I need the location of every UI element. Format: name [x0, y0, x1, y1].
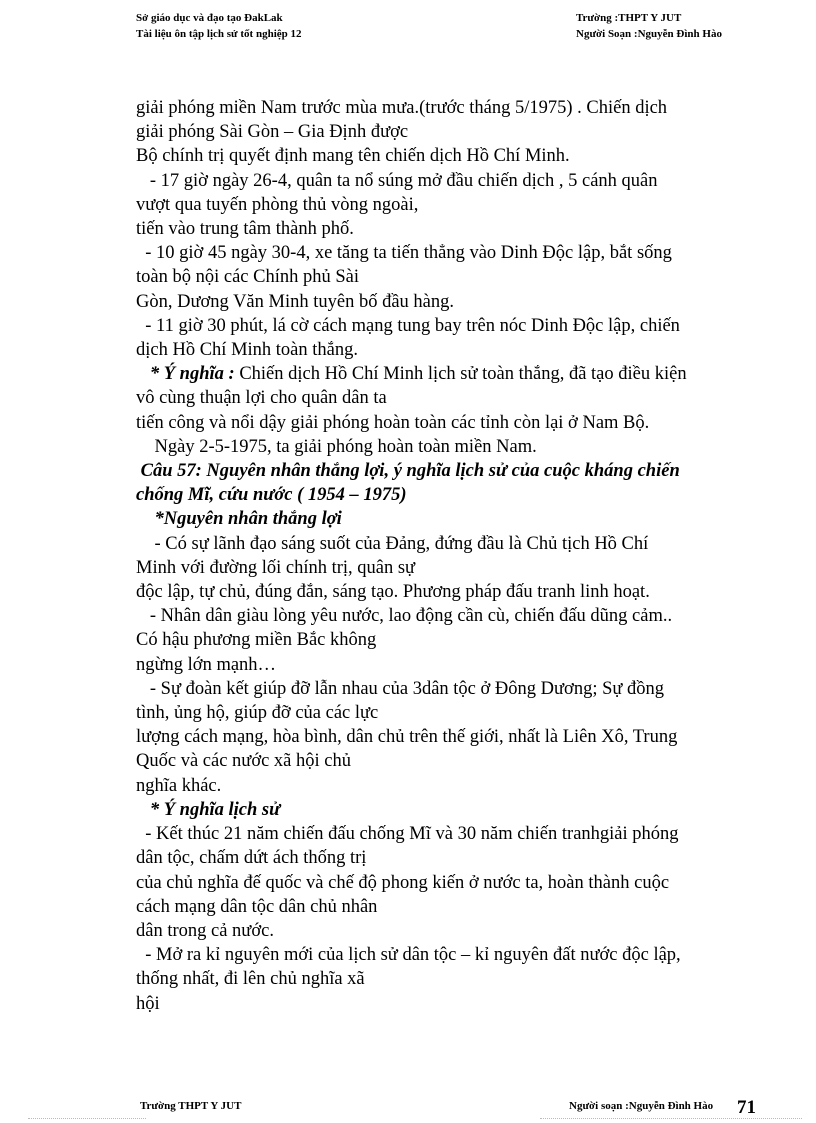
text-line: Câu 57: Nguyên nhân thắng lợi, ý nghĩa lịch sử của cuộc kháng chiến: [136, 461, 680, 482]
text-line: thống nhất, đi lên chủ nghĩa xã: [136, 969, 365, 990]
text-line: ngừng lớn mạnh…: [136, 654, 277, 675]
header-document-title: Tài liệu ôn tập lịch sử tốt nghiệp 12: [136, 28, 302, 40]
text-line: - 11 giờ 30 phút, lá cờ cách mạng tung bay trên nóc Dinh Độc lập, chiến: [136, 315, 680, 336]
header-right: [576, 10, 722, 42]
text-line: Ngày 2-5-1975, ta giải phóng hoàn toàn miền Nam.: [136, 436, 537, 457]
text-line: giải phóng miền Nam trước mùa mưa.(trước tháng 5/1975) . Chiến dịch: [136, 98, 668, 118]
text-line: Bộ chính trị quyết định mang tên chiến dịch Hồ Chí Minh.: [136, 146, 570, 167]
header-left: [136, 10, 302, 42]
text-line: - Sự đoàn kết giúp đỡ lẫn nhau của 3dân tộc ở Đông Dương; Sự đồng: [136, 678, 665, 699]
text-line: * Ý nghĩa : Chiến dịch Hồ Chí Minh lịch sử toàn thắng, đã tạo điều kiện: [136, 364, 687, 385]
text-line: lượng cách mạng, hòa bình, dân chủ trên thế giới, nhất là Liên Xô, Trung: [136, 727, 678, 748]
text-line: *Nguyên nhân thắng lợi: [136, 509, 342, 530]
document-body: [136, 96, 794, 1016]
text-line: Có hậu phương miền Bắc không: [136, 630, 377, 651]
footer-author: Người soạn :Nguyễn Đình Hào: [569, 1100, 714, 1112]
text-line: - Kết thúc 21 năm chiến đấu chống Mĩ và 30 năm chiến tranhgiải phóng: [136, 824, 679, 845]
text-line: dân tộc, chấm dứt ách thống trị: [136, 848, 367, 869]
text-line: của chủ nghĩa đế quốc và chế độ phong kiến ở nước ta, hoàn thành cuộc: [136, 872, 670, 893]
header-school: Trường :THPT Y JUT: [576, 12, 682, 24]
header-author: Người Soạn :Nguyễn Đình Hào: [576, 28, 722, 40]
text-line: vượt qua tuyến phòng thủ vòng ngoài,: [136, 194, 419, 215]
text-line: độc lập, tự chủ, đúng đắn, sáng tạo. Phương pháp đấu tranh linh hoạt.: [136, 582, 650, 603]
footer-divider-right: [540, 1118, 802, 1119]
text-line: nghĩa khác.: [136, 775, 222, 796]
text-line: tình, ủng hộ, giúp đỡ của các lực: [136, 703, 379, 724]
text-line: toàn bộ nội các Chính phủ Sài: [136, 267, 359, 288]
text-line: Gòn, Dương Văn Minh tuyên bố đầu hàng.: [136, 291, 455, 312]
text-line: vô cùng thuận lợi cho quân dân ta: [136, 388, 387, 409]
text-line: tiến công và nổi dậy giải phóng hoàn toàn các tỉnh còn lại ở Nam Bộ.: [136, 412, 650, 433]
text-line: dịch Hồ Chí Minh toàn thắng.: [136, 340, 358, 361]
section-label: * Ý nghĩa :: [136, 364, 235, 385]
text-line: tiến vào trung tâm thành phố.: [136, 219, 354, 240]
text-line: - 17 giờ ngày 26-4, quân ta nổ súng mở đầu chiến dịch , 5 cánh quân: [136, 170, 658, 191]
text-line: giải phóng Sài Gòn – Gia Định được: [136, 122, 409, 143]
footer-divider-left: [28, 1118, 146, 1119]
text-line: cách mạng dân tộc dân chủ nhân: [136, 896, 378, 917]
header-department: Sở giáo dục và đạo tạo ĐakLak: [136, 12, 283, 24]
text-line: Minh với đường lối chính trị, quân sự: [136, 557, 416, 578]
text-line: dân trong cả nước.: [136, 920, 274, 941]
text-line: - Có sự lãnh đạo sáng suốt của Đảng, đứng đầu là Chủ tịch Hồ Chí: [136, 533, 649, 554]
text-line: - 10 giờ 45 ngày 30-4, xe tăng ta tiến thẳng vào Dinh Độc lập, bắt sống: [136, 243, 672, 264]
page-number: 71: [737, 1097, 756, 1118]
text-line: chống Mĩ, cứu nước ( 1954 – 1975): [136, 485, 407, 506]
text-line: - Nhân dân giàu lòng yêu nước, lao động cần cù, chiến đấu dũng cảm..: [136, 606, 673, 627]
text-line: - Mở ra kỉ nguyên mới của lịch sử dân tộc – kỉ nguyên đất nước độc lập,: [136, 945, 681, 966]
text-line: hội: [136, 993, 160, 1014]
text-line: Quốc và các nước xã hội chủ: [136, 751, 351, 772]
text-line: * Ý nghĩa lịch sử: [136, 799, 281, 820]
footer-school: Trường THPT Y JUT: [140, 1100, 242, 1112]
